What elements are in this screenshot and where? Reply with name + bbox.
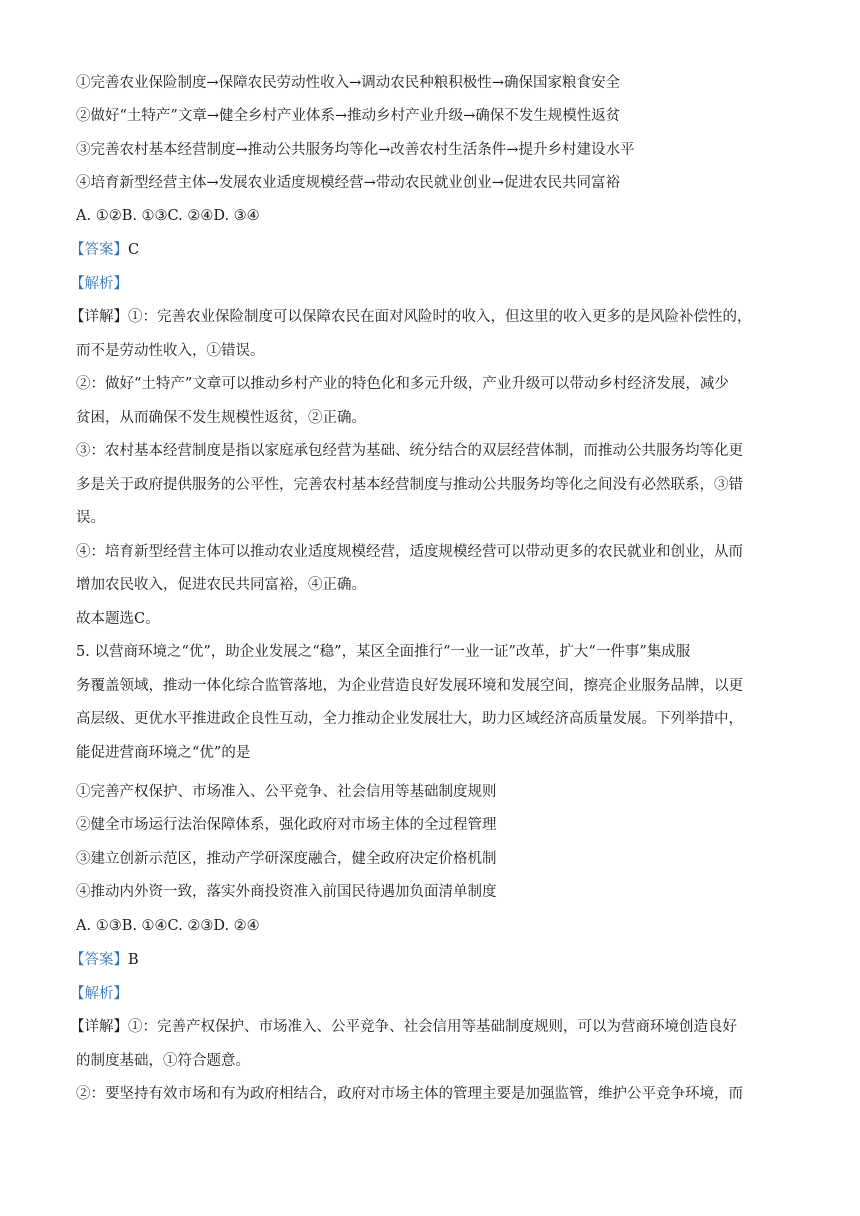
q5-answer [70, 950, 790, 970]
q4-detail-line-9: 增加农民收入，促进农民共同富裕，④正确。 [76, 577, 366, 593]
q4-option-3: ③完善农村基本经营制度→推动公共服务均等化→改善农村生活条件→提升乡村建设水平 [76, 142, 635, 158]
q4-detail-line-2: 而不是劳动性收入，①错误。 [76, 343, 265, 359]
answer-value: C [128, 242, 140, 258]
q4-detail-line-8: ④：培育新型经营主体可以推动农业适度规模经营，适度规模经营可以带动更多的农民就业和创业，从而 [76, 544, 743, 560]
q4-choices: A. ①②B. ①③C. ②④D. ③④ [76, 208, 260, 224]
q5-detail-line-1 [70, 1017, 790, 1037]
detail-tag: 【详解】 [70, 1019, 128, 1035]
q5-detail-line-2: 的制度基础，①符合题意。 [76, 1053, 250, 1069]
q4-detail-line-1 [70, 307, 790, 327]
q4-conclusion: 故本题选C。 [76, 611, 160, 627]
q5-stem-line-1: 5. 以营商环境之“优”，助企业发展之“稳”，某区全面推行“一业一证”改革，扩大“一件事”集成服 [76, 644, 691, 660]
q4-detail-line-7: 误。 [76, 510, 105, 526]
answer-value: B [128, 952, 139, 968]
q4-analysis-heading [70, 274, 790, 294]
q5-option-4: ④推动内外资一致，落实外商投资准入前国民待遇加负面清单制度 [76, 884, 497, 900]
q4-answer [70, 240, 790, 260]
q5-stem-line-3: 高层级、更优水平推进政企良性互动，全力推动企业发展壮大，助力区域经济高质量发展。下列举措中， [76, 711, 743, 727]
q4-detail-line-5: ③：农村基本经营制度是指以家庭承包经营为基础、统分结合的双层经营体制，而推动公共服务均等化更 [76, 443, 743, 459]
q5-choices: A. ①③B. ①④C. ②③D. ②④ [76, 918, 260, 934]
detail-text: ①：完善农业保险制度可以保障农民在面对风险时的收入，但这里的收入更多的是风险补偿性的， [128, 309, 752, 325]
q4-detail-line-6: 多是关于政府提供服务的公平性，完善农村基本经营制度与推动公共服务均等化之间没有必然联系，③错 [76, 477, 743, 493]
q5-detail-line-3: ②：要坚持有效市场和有为政府相结合，政府对市场主体的管理主要是加强监管，维护公平竞争环境，而 [76, 1086, 743, 1102]
answer-tag: 【答案】 [70, 242, 128, 258]
q4-detail-line-4: 贫困，从而确保不发生规模性返贫，②正确。 [76, 410, 366, 426]
q4-option-2: ②做好“土特产”文章→健全乡村产业体系→推动乡村产业升级→确保不发生规模性返贫 [76, 108, 621, 124]
q4-option-1: ①完善农业保险制度→保障农民劳动性收入→调动农民种粮积极性→确保国家粮食安全 [76, 75, 620, 91]
analysis-tag: 【解析】 [70, 986, 128, 1002]
q5-stem-line-4: 能促进营商环境之“优”的是 [76, 745, 251, 761]
q5-option-2: ②健全市场运行法治保障体系，强化政府对市场主体的全过程管理 [76, 817, 497, 833]
detail-tag: 【详解】 [70, 309, 128, 325]
analysis-tag: 【解析】 [70, 276, 128, 292]
q5-stem-line-2: 务覆盖领域，推动一体化综合监管落地，为企业营造良好发展环境和发展空间，擦亮企业服务品牌，以更 [76, 678, 743, 694]
q5-option-1: ①完善产权保护、市场准入、公平竞争、社会信用等基础制度规则 [76, 784, 497, 800]
q5-analysis-heading [70, 984, 790, 1004]
q4-option-4: ④培育新型经营主体→发展农业适度规模经营→带动农民就业创业→促进农民共同富裕 [76, 175, 620, 191]
answer-tag: 【答案】 [70, 952, 128, 968]
q4-detail-line-3: ②：做好“土特产”文章可以推动乡村产业的特色化和多元升级，产业升级可以带动乡村经济发展，减少 [76, 376, 729, 392]
detail-text: ①：完善产权保护、市场准入、公平竞争、社会信用等基础制度规则，可以为营商环境创造良好 [128, 1019, 737, 1035]
q5-option-3: ③建立创新示范区，推动产学研深度融合，健全政府决定价格机制 [76, 851, 497, 867]
